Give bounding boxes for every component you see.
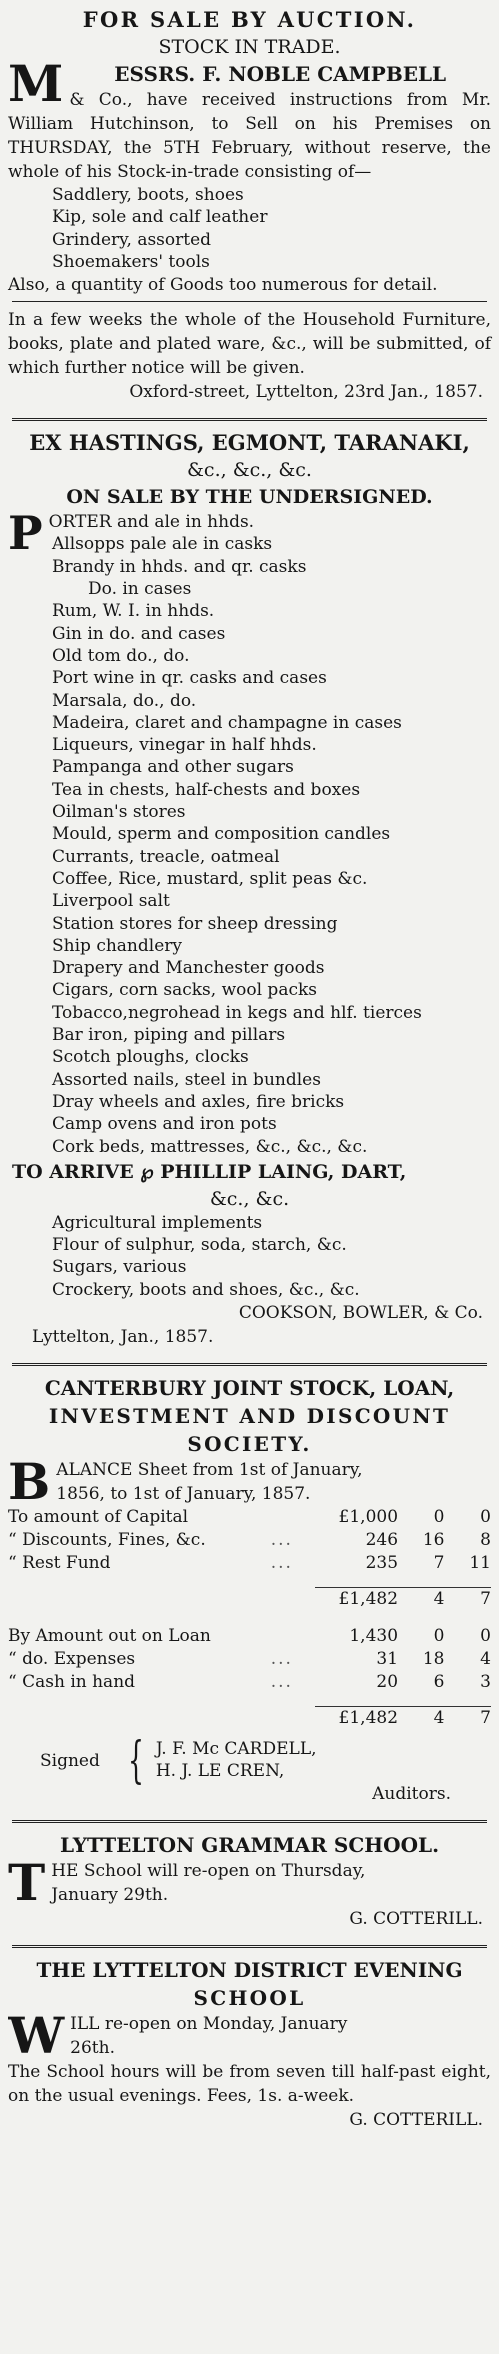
divider [12,418,487,421]
list-item: Grindery, assorted [52,229,212,250]
grammar-signature: G. COTTERILL. [349,1908,483,1929]
table-row: “ Rest Fund ... 235 7 11 [8,1552,491,1573]
ship-items [8,506,491,1158]
ship-subtitle: ON SALE BY THE UNDERSIGNED. [66,486,433,509]
household-notice: In a few weeks the whole of the Household Furniture, books, plate and plated ware, &c., will be submitted, of which further notice will be given. [8,310,491,379]
divider [12,301,487,302]
list-item: Currants, treacle, oatmeal [52,846,280,867]
evening-hours: The School hours will be from seven till half-past eight, on the usual evenings. Fees, 1s. a-week. [8,2061,491,2106]
list-item: Old tom do., do. [52,645,190,666]
arrive-title-line2: &c., &c. [209,1187,290,1210]
table-row: “ Discounts, Fines, &c. ... 246 16 8 [8,1529,491,1550]
auction-advertisement [8,4,491,412]
balance-period: 1856, to 1st of January, 1857. [56,1483,311,1504]
drop-cap: B [8,1457,51,1506]
table-row: To amount of Capital £1,000 0 0 [8,1506,491,1527]
society-title-line2: INVESTMENT AND DISCOUNT [48,1403,451,1428]
ship-dateline: Lyttelton, Jan., 1857. [32,1326,214,1347]
ship-title-line2: &c., &c., &c. [187,459,312,482]
newspaper-column [8,0,491,2140]
auction-also: Also, a quantity of Goods too numerous for detail. [8,275,438,296]
grammar-line1: HE School will re-open on Thursday, [51,1860,366,1881]
signed-label: Signed [40,1750,100,1771]
brace-icon: { [127,1730,144,1789]
signer-name: J. F. Mc CARDELL, [155,1738,317,1759]
divider [12,1945,487,1948]
table-row: By Amount out on Loan 1,430 0 0 [8,1625,491,1646]
list-item: Coffee, Rice, mustard, split peas &c. [52,868,368,889]
society-balance-sheet [8,1372,491,1814]
list-item: Mould, sperm and composition candles [52,824,391,845]
drop-cap: P [8,506,43,561]
evening-line2: 26th. [70,2037,115,2058]
ship-cargo-advertisement [8,427,491,1357]
list-item: Pampanga and other sugars [52,757,294,778]
list-item: Agricultural implements [52,1212,263,1233]
list-item: Dray wheels and axles, fire bricks [52,1091,345,1112]
list-item: Do. in cases [88,579,192,600]
list-item: Station stores for sheep dressing [52,913,338,934]
list-item: Allsopps pale ale in casks [52,534,273,555]
list-item: Brandy in hhds. and qr. casks [52,556,307,577]
arrive-title: TO ARRIVE ℘ PHILLIP LAING, DART, [12,1160,407,1183]
auditor-signatures [8,1730,491,1789]
list-item: Liverpool salt [52,891,170,912]
arrive-items [8,1212,491,1301]
evening-line1: ILL re-open on Monday, January [70,2013,348,2034]
list-item: Scotch ploughs, clocks [52,1047,249,1068]
table-row: “ Cash in hand ... 20 6 3 [8,1671,491,1692]
list-item: Ship chandlery [52,935,182,956]
list-item: Liqueurs, vinegar in half hhds. [52,735,317,756]
society-title-line3: SOCIETY. [187,1431,312,1456]
debit-total-row: £1,482 4 7 [8,1706,491,1730]
grammar-school-notice [8,1829,491,1939]
list-item: Kip, sole and calf leather [52,207,268,228]
list-item: Drapery and Manchester goods [52,958,325,979]
divider [12,1363,487,1366]
list-item: Rum, W. I. in hhds. [52,601,215,622]
credit-total-row: £1,482 4 7 [8,1587,491,1611]
drop-cap: T [8,1858,46,1907]
ship-title: EX HASTINGS, EGMONT, TARANAKI, [29,430,470,456]
evening-title: THE LYTTELTON DISTRICT EVENING [36,1957,463,1982]
table-row: “ do. Expenses ... 31 18 4 [8,1648,491,1669]
list-item: Port wine in qr. casks and cases [52,668,327,689]
auction-subtitle: STOCK IN TRADE. [158,36,341,58]
list-item: Crockery, boots and shoes, &c., &c. [52,1279,360,1300]
ship-signature: COOKSON, BOWLER, & Co. [238,1302,483,1323]
list-item: Shoemakers' tools [52,251,210,272]
evening-signature: G. COTTERILL. [349,2109,483,2130]
drop-cap: M [8,60,64,113]
list-item: Gin in do. and cases [52,623,226,644]
auction-dateline: Oxford-street, Lyttelton, 23rd Jan., 1857. [129,382,483,403]
list-item: Tobacco,negrohead in kegs and hlf. tierces [52,1002,422,1023]
list-item: Cork beds, mattresses, &c., &c., &c. [52,1136,368,1157]
list-item: Saddlery, boots, shoes [52,185,244,205]
divider [12,1820,487,1823]
grammar-title: LYTTELTON GRAMMAR SCHOOL. [59,1832,440,1857]
drop-cap: W [8,2011,65,2060]
list-item: Bar iron, piping and pillars [52,1025,286,1046]
grammar-line2: January 29th. [51,1884,169,1905]
list-item: Sugars, various [52,1257,187,1278]
auction-title: FOR SALE BY AUCTION. [82,7,417,32]
list-item: Tea in chests, half-chests and boxes [52,779,361,800]
auction-body: & Co., have received instructions from Mr. William Hutchinson, to Sell on his Premises on THURSDAY, the 5TH February, without reserve, the whole of his Stock-in-trade consisting of— [8,90,491,182]
list-item: Assorted nails, steel in bundles [52,1069,321,1090]
society-title: CANTERBURY JOINT STOCK, LOAN, [44,1375,455,1400]
evening-school-notice [8,1954,491,2140]
list-item: Flour of sulphur, soda, starch, &c. [52,1235,347,1256]
list-item: Oilman's stores [52,802,186,823]
list-item: Madeira, claret and champagne in cases [52,712,402,733]
list-item: Camp ovens and iron pots [52,1114,277,1135]
credit-table [8,1506,491,1730]
list-item: ORTER and ale in hhds. [48,512,255,533]
balance-intro: ALANCE Sheet from 1st of January, [56,1459,363,1480]
evening-title-line2: SCHOOL [193,1985,306,2010]
auction-firm: ESSRS. F. NOBLE CAMPBELL [114,62,447,86]
auditors-label: Auditors. [372,1783,451,1804]
auction-items [8,184,491,273]
list-item: Marsala, do., do. [52,690,197,711]
signer-name: H. J. LE CREN, [155,1760,285,1781]
list-item: Cigars, corn sacks, wool packs [52,980,317,1001]
